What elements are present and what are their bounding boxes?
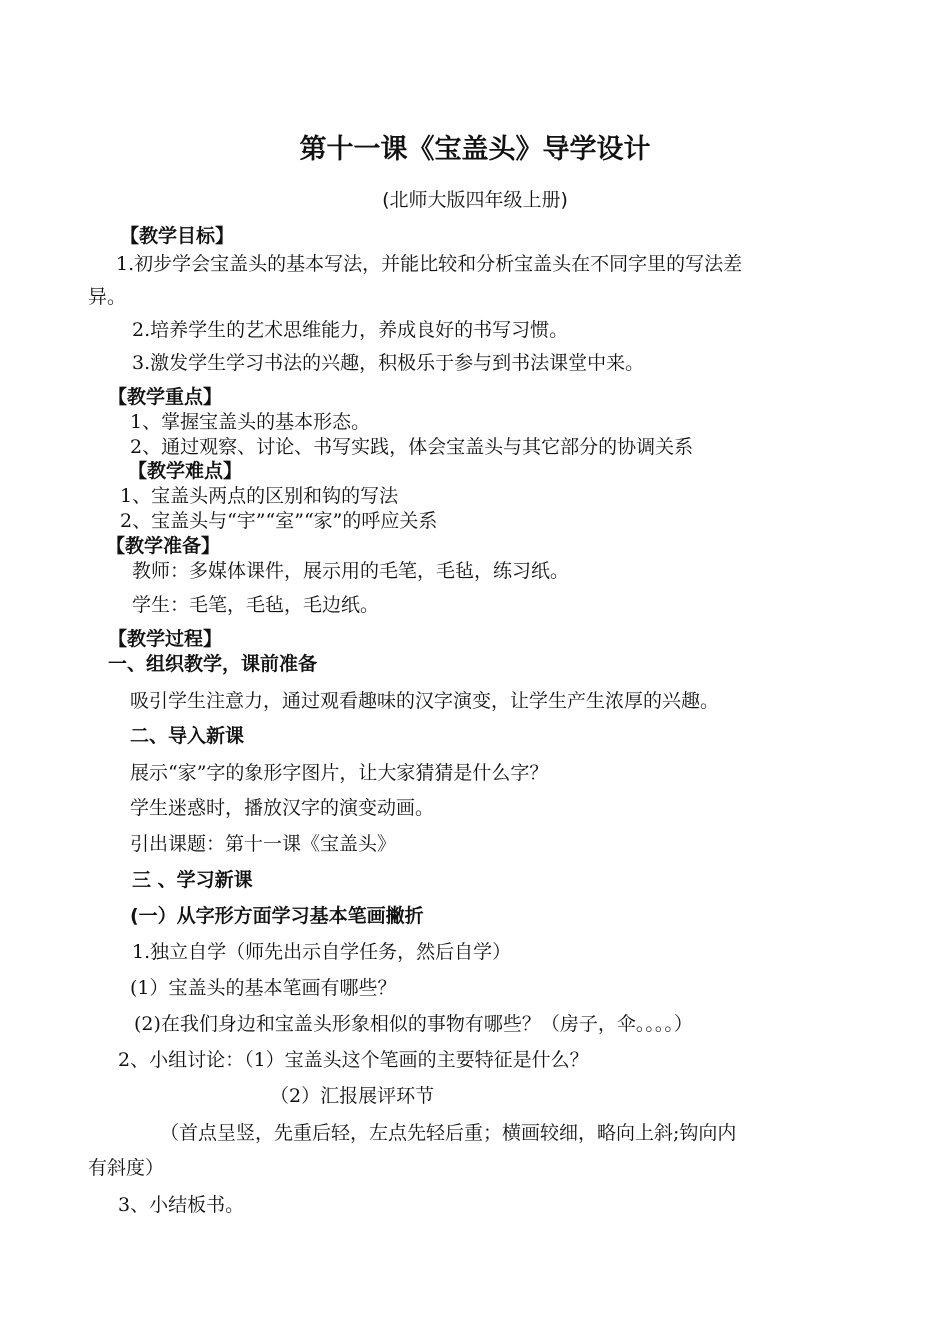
section-3-heading: 三 、学习新课 [132,869,253,891]
key-points-heading: 【教学重点】 [108,386,223,408]
section-2-text-1: 展示“家”字的象形字图片，让大家猜猜是什么字？ [130,762,549,784]
section-3-item-2: 2、小组讨论：（1）宝盖头这个笔画的主要特征是什么？ [118,1049,589,1071]
section-3-item-1: 1.独立自学（师先出示自学任务，然后自学） [132,941,512,963]
key-point-1: 1、掌握宝盖头的基本形态。 [130,411,371,433]
section-3-note-line1: （首点呈竖，先重后轻，左点先轻后重；横画较细，略向上斜;钩向内 [160,1122,737,1144]
difficulty-2: 2、宝盖头与“宇”“室”“家”的呼应关系 [120,510,438,532]
section-3-item-3: 3、小结板书。 [118,1194,245,1216]
difficulty-1: 1、宝盖头两点的区别和钩的写法 [120,485,399,507]
section-2-text-2: 学生迷惑时，播放汉字的演变动画。 [130,797,435,819]
goal-2: 2.培养学生的艺术思维能力，养成良好的书写习惯。 [132,319,569,341]
preparation-teacher: 教师：多媒体课件，展示用的毛笔，毛毡，练习纸。 [132,560,570,582]
goals-heading: 【教学目标】 [120,225,235,247]
section-2-heading: 二、导入新课 [130,725,245,747]
section-3-item-2b: （2）汇报展评环节 [270,1085,435,1107]
section-3-question-2: (2)在我们身边和宝盖头形象相似的事物有哪些？（房子，伞。。。。） [134,1013,693,1035]
document-subtitle: (北师大版四年级上册) [382,189,568,211]
goal-1-line1: 1.初步学会宝盖头的基本写法，并能比较和分析宝盖头在不同字里的写法差 [116,253,743,275]
section-1-heading: 一、组织教学，课前准备 [108,653,318,675]
goal-3: 3.激发学生学习书法的兴趣，积极乐于参与到书法课堂中来。 [132,352,645,374]
preparation-student: 学生：毛笔，毛毡，毛边纸。 [132,594,380,616]
key-point-2: 2、通过观察、讨论、书写实践，体会宝盖头与其它部分的协调关系 [130,436,694,458]
section-3-subheading: (一）从字形方面学习基本笔画撇折 [130,905,424,927]
section-1-text: 吸引学生注意力，通过观看趣味的汉字演变，让学生产生浓厚的兴趣。 [130,690,720,712]
preparation-heading: 【教学准备】 [106,535,221,557]
difficulties-heading: 【教学难点】 [128,460,243,482]
section-3-question-1: (1）宝盖头的基本笔画有哪些？ [130,977,397,999]
section-3-note-line2: 有斜度） [88,1157,165,1179]
section-2-text-3: 引出课题：第十一课《宝盖头》 [130,833,397,855]
document-title: 第十一课《宝盖头》导学设计 [299,134,651,165]
process-heading: 【教学过程】 [108,628,223,650]
goal-1-line2: 异。 [88,286,127,308]
